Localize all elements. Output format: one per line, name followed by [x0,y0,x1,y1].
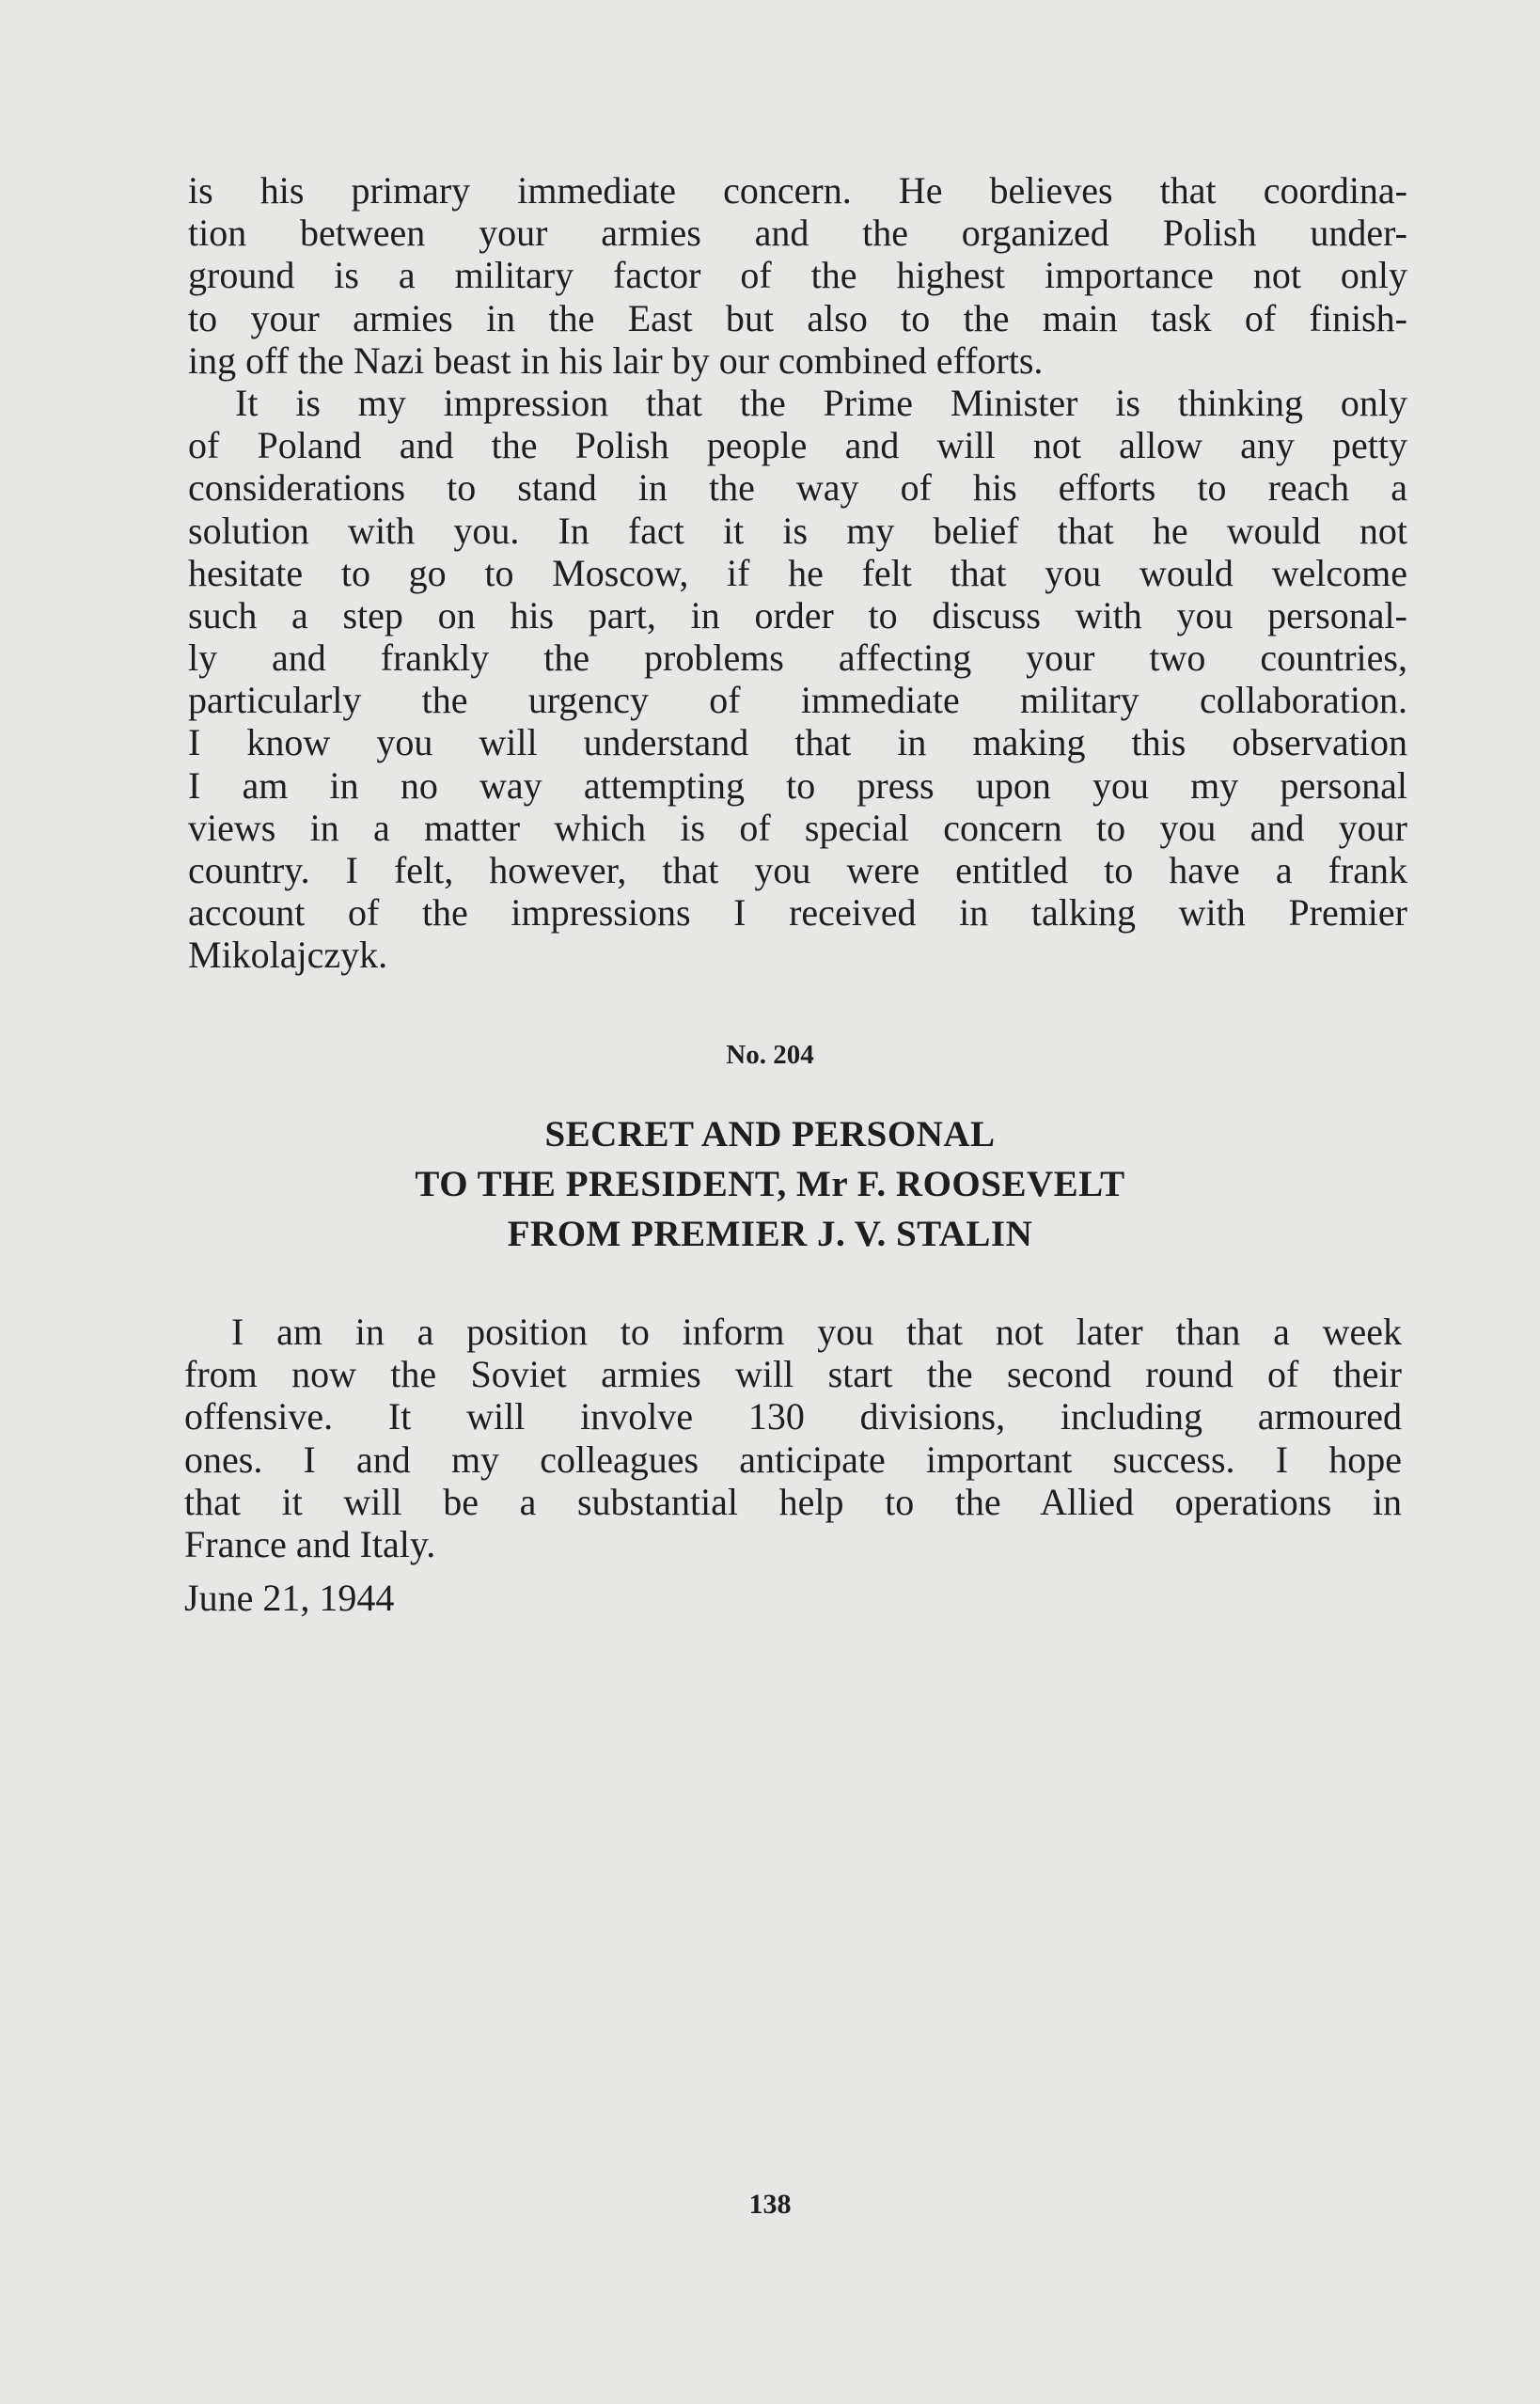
text-line: particularly the urgency of immediate military collaboration. [188,679,1407,722]
text-line: country. I felt, however, that you were entitled to have a frank [188,849,1407,891]
text-line: offensive. It will involve 130 divisions, including armoured [184,1395,1402,1438]
heading-line-2: TO THE PRESIDENT, Mr F. ROOSEVELT [415,1164,1125,1204]
message-date: June 21, 1944 [184,1577,395,1619]
document-number: No. 204 [726,1040,814,1070]
text-line: I am in a position to inform you that not later than a week [231,1311,1402,1353]
text-line: ly and frankly the problems affecting your two countries, [188,636,1407,680]
text-line: views in a matter which is of special concern to you and your [188,806,1407,849]
heading-line-1: SECRET AND PERSONAL [544,1114,996,1155]
text-line: considerations to stand in the way of his efforts to reach a [188,466,1407,510]
text-line: such a step on his part, in order to discuss with you personal- [188,593,1407,636]
text-line: France and Italy. [184,1522,436,1565]
message-body [184,1311,1402,1565]
letter-continuation [188,169,1407,977]
text-line: ones. I and my colleagues anticipate important success. I hope [184,1438,1402,1481]
text-line: account of the impressions I received in talking with Premier [188,891,1407,935]
heading-line-3: FROM PREMIER J. V. STALIN [507,1214,1033,1254]
text-line: of Poland and the Polish people and will not allow any petty [188,424,1407,467]
text-line: that it will be a substantial help to the Allied operations in [184,1480,1402,1523]
paragraph [188,169,1407,382]
text-line: ing off the Nazi beast in his lair by our combined efforts. [188,338,1044,382]
text-line: to your armies in the East but also to the main task of finish- [188,296,1407,339]
text-line: ground is a military factor of the highest importance not only [188,254,1407,297]
text-line: is his primary immediate concern. He believes that coordina- [188,169,1407,212]
text-line: tion between your armies and the organized Polish under- [188,212,1407,255]
paragraph [188,382,1407,977]
text-line: solution with you. In fact it is my belief that he would not [188,509,1407,552]
page-number: 138 [748,2189,792,2220]
text-line: It is my impression that the Prime Minister is thinking only [235,381,1407,424]
text-line: I know you will understand that in making this observation [188,721,1407,764]
text-line: hesitate to go to Moscow, if he felt that you would welcome [188,551,1407,594]
text-line: from now the Soviet armies will start the second round of their [184,1353,1402,1396]
text-line: Mikolajczyk. [188,934,388,977]
text-line: I am in no way attempting to press upon you my personal [188,763,1407,807]
